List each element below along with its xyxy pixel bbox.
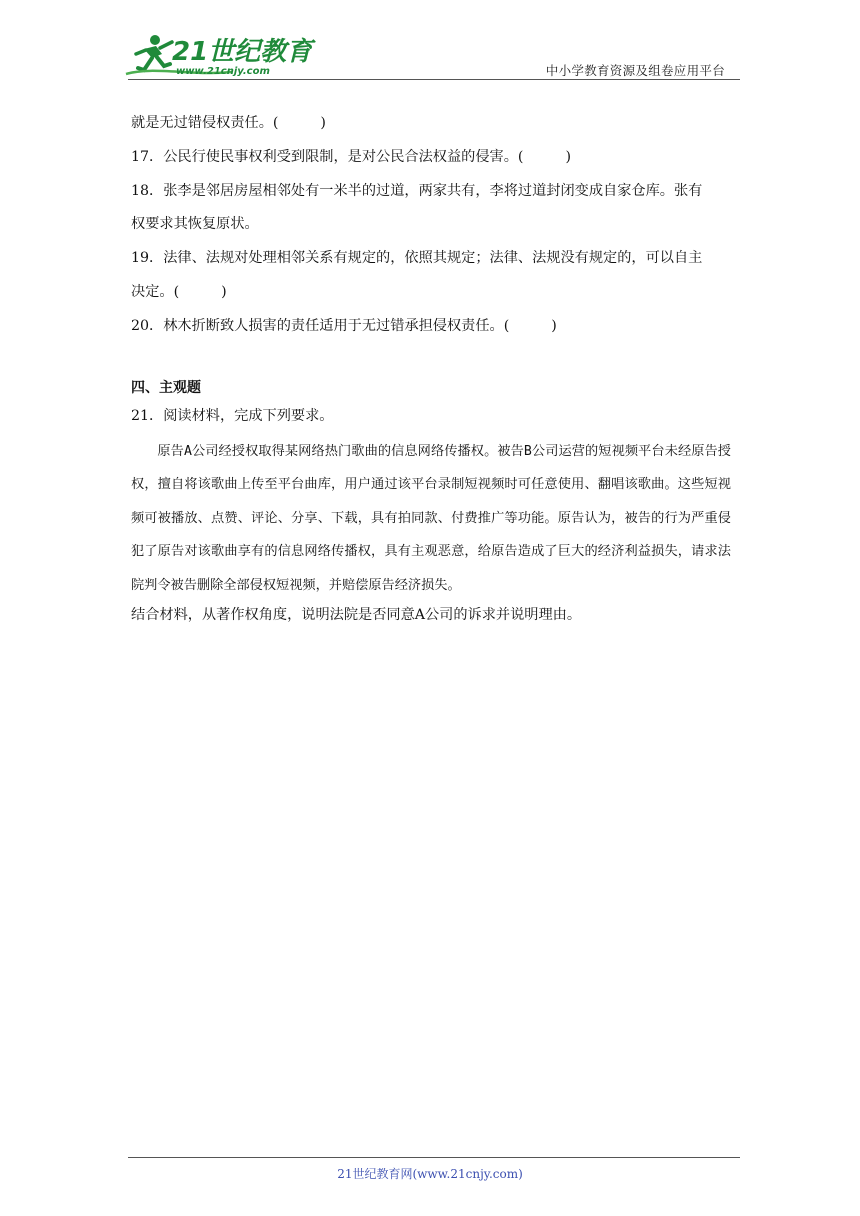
document-body bbox=[131, 107, 731, 628]
question-16-text: 就是无过错侵权责任。( bbox=[131, 115, 279, 131]
question-21-intro: 21．阅读材料，完成下列要求。 bbox=[131, 407, 334, 424]
answer-paren-close: ) bbox=[221, 283, 227, 300]
page-header bbox=[0, 0, 860, 90]
question-19-line-1: 19．法律、法规对处理相邻关系有规定的，依照其规定；法律、法规没有规定的，可以自主 bbox=[131, 250, 703, 267]
reading-material: 原告A公司经授权取得某网络热门歌曲的信息网络传播权。被告B公司运营的短视频平台未经原告授权，擅自将该歌曲上传至平台曲库，用户通过该平台录制短视频时可任意使用、翻唱该歌曲。这些短视频可被播放、点赞、评论、分享、下载，具有拍同款、付费推广等功能。原告认为，被告的行为严重侵犯了原告对该歌曲享有的信息网络传播权，具有主观恶意，给原告造成了巨大的经济利益损失，请求法院判令被告删除全部侵权短视频，并赔偿原告经济损失。 bbox=[131, 443, 731, 593]
question-19-text: 决定。( bbox=[131, 283, 180, 300]
runner-logo-icon bbox=[122, 32, 313, 80]
logo-text: 21世纪教育 bbox=[172, 37, 313, 67]
question-20-text: 20．林木折断致人损害的责任适用于无过错承担侵权责任。( bbox=[131, 317, 510, 334]
answer-paren-close: ) bbox=[320, 115, 326, 131]
question-20 bbox=[131, 310, 731, 344]
logo-url-text: www.21cnjy.com bbox=[176, 66, 270, 77]
question-16-tail bbox=[131, 107, 731, 141]
platform-tagline: 中小学教育资源及组卷应用平台 bbox=[545, 63, 725, 78]
footer-divider bbox=[128, 1157, 740, 1158]
question-18-line-2: 权要求其恢复原状。 bbox=[131, 216, 259, 233]
question-18-line-1: 18．张李是邻居房屋相邻处有一米半的过道，两家共有，李将过道封闭变成自家仓库。张有 bbox=[131, 182, 703, 199]
section-4-title: 四、主观题 bbox=[131, 379, 201, 396]
answer-paren-close: ) bbox=[551, 317, 557, 334]
footer-link[interactable]: 21世纪教育网(www.21cnjy.com) bbox=[337, 1167, 523, 1181]
answer-paren-close: ) bbox=[565, 148, 572, 165]
question-19-line-2 bbox=[131, 276, 731, 310]
site-logo bbox=[122, 32, 313, 80]
question-21-prompt: 结合材料，从著作权角度，说明法院是否同意A公司的诉求并说明理由。 bbox=[131, 607, 582, 624]
header-divider bbox=[128, 79, 740, 80]
question-17 bbox=[131, 141, 731, 175]
question-17-text: 17．公民行使民事权利受到限制，是对公民合法权益的侵害。( bbox=[131, 148, 524, 165]
